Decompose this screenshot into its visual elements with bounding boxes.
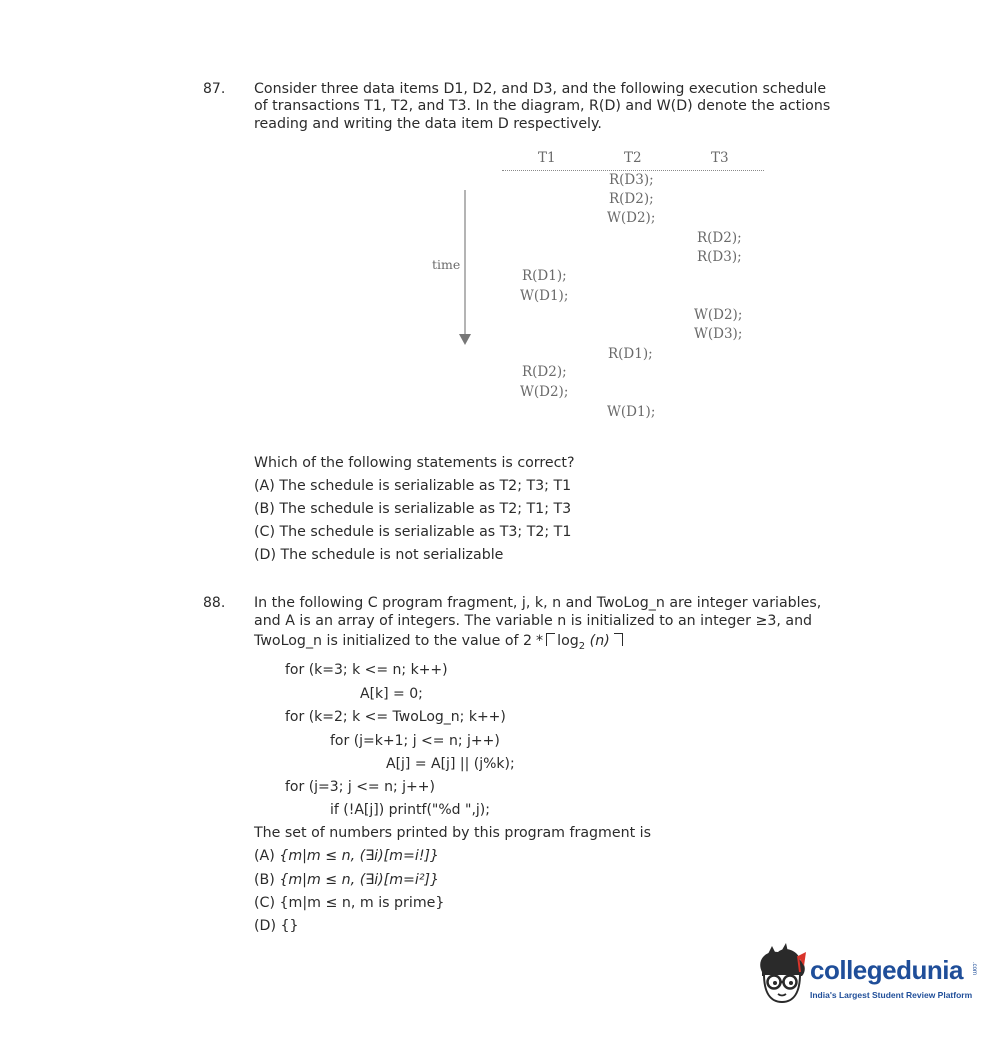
q88-option-a-math: {m|m ≤ n, (∃i)[m=i!]} bbox=[279, 848, 440, 864]
schedule-t2-op: R(D3); bbox=[609, 172, 654, 188]
q88-line3-sub: 2 bbox=[578, 640, 586, 652]
schedule-t2-op: W(D1); bbox=[607, 404, 656, 420]
q88-option-d-label: (D) bbox=[254, 918, 276, 934]
q87-text-line-1: Consider three data items D1, D2, and D3, and the following execution schedule bbox=[254, 81, 827, 97]
q87-option-a: (A) The schedule is serializable as T2; T3; T1 bbox=[254, 478, 572, 494]
q88-number: 88. bbox=[203, 595, 226, 611]
schedule-t3-op: W(D3); bbox=[694, 326, 743, 342]
schedule-t1-op: W(D1); bbox=[520, 288, 569, 304]
q88-option-a-label: (A) bbox=[254, 848, 275, 864]
q88-line3-prefix: TwoLog_n is initialized to the value of 2 bbox=[254, 633, 533, 649]
schedule-header-rule bbox=[502, 170, 764, 171]
schedule-t1-op: R(D2); bbox=[522, 364, 567, 380]
code-line-5: A[j] = A[j] || (j%k); bbox=[386, 756, 515, 772]
q88-option-b-label: (B) bbox=[254, 872, 275, 888]
q88-text-line-3 bbox=[254, 633, 623, 652]
q88-option-d-math: {} bbox=[280, 918, 299, 934]
schedule-header-t2: T2 bbox=[624, 150, 642, 166]
brand-com: .com bbox=[971, 962, 977, 976]
q88-line3-star: * bbox=[536, 633, 544, 649]
schedule-t2-op: R(D1); bbox=[608, 346, 653, 362]
code-line-1: for (k=3; k <= n; k++) bbox=[285, 662, 448, 678]
schedule-t3-op: W(D2); bbox=[694, 307, 743, 323]
q88-line3-arg: (n) bbox=[589, 633, 610, 649]
q88-option-c-label: (C) bbox=[254, 895, 275, 911]
q88-question: The set of numbers printed by this program fragment is bbox=[254, 825, 651, 841]
q88-option-b-math: {m|m ≤ n, (∃i)[m=i²]} bbox=[279, 872, 440, 888]
schedule-t2-op: R(D2); bbox=[609, 191, 654, 207]
code-line-3: for (k=2; k <= TwoLog_n; k++) bbox=[285, 709, 506, 725]
q87-text-line-3: reading and writing the data item D respectively. bbox=[254, 116, 602, 132]
schedule-t1-op: W(D2); bbox=[520, 384, 569, 400]
time-label: time bbox=[432, 257, 461, 272]
q88-option-a bbox=[254, 848, 439, 864]
q87-option-d: (D) The schedule is not serializable bbox=[254, 547, 504, 563]
schedule-header-t1: T1 bbox=[538, 150, 556, 166]
q87-number: 87. bbox=[203, 81, 226, 97]
q88-text-line-2: and A is an array of integers. The variable n is initialized to an integer ≥3, and bbox=[254, 613, 813, 629]
schedule-header-t3: T3 bbox=[711, 150, 729, 166]
q87-question: Which of the following statements is correct? bbox=[254, 455, 575, 471]
q88-line3-log: log bbox=[557, 633, 579, 649]
ceil-right-bracket bbox=[614, 633, 623, 646]
ceil-left-bracket bbox=[546, 633, 555, 646]
code-line-7: if (!A[j]) printf("%d ",j); bbox=[330, 802, 490, 818]
q87-option-b: (B) The schedule is serializable as T2; T1; T3 bbox=[254, 501, 572, 517]
q88-option-c-math: {m|m ≤ n, m is prime} bbox=[279, 895, 445, 911]
q88-option-c bbox=[254, 895, 444, 911]
q88-option-b bbox=[254, 872, 439, 888]
code-line-4: for (j=k+1; j <= n; j++) bbox=[330, 733, 500, 749]
q88-text-line-1: In the following C program fragment, j, k, n and TwoLog_n are integer variables, bbox=[254, 595, 822, 611]
code-line-2: A[k] = 0; bbox=[360, 686, 423, 702]
q87-text-line-2: of transactions T1, T2, and T3. In the diagram, R(D) and W(D) denote the actions bbox=[254, 98, 831, 114]
brand-tagline: India's Largest Student Review Platform bbox=[810, 990, 973, 1000]
schedule-t2-op: W(D2); bbox=[607, 210, 656, 226]
mascot-icon bbox=[748, 942, 812, 1012]
collegedunia-logo bbox=[748, 940, 988, 1020]
brand-name: collegedunia bbox=[810, 955, 963, 985]
schedule-t1-op: R(D1); bbox=[522, 268, 567, 284]
schedule-t3-op: R(D2); bbox=[697, 230, 742, 246]
schedule-t3-op: R(D3); bbox=[697, 249, 742, 265]
q87-option-c: (C) The schedule is serializable as T3; T2; T1 bbox=[254, 524, 572, 540]
code-line-6: for (j=3; j <= n; j++) bbox=[285, 779, 435, 795]
q88-option-d bbox=[254, 918, 299, 934]
